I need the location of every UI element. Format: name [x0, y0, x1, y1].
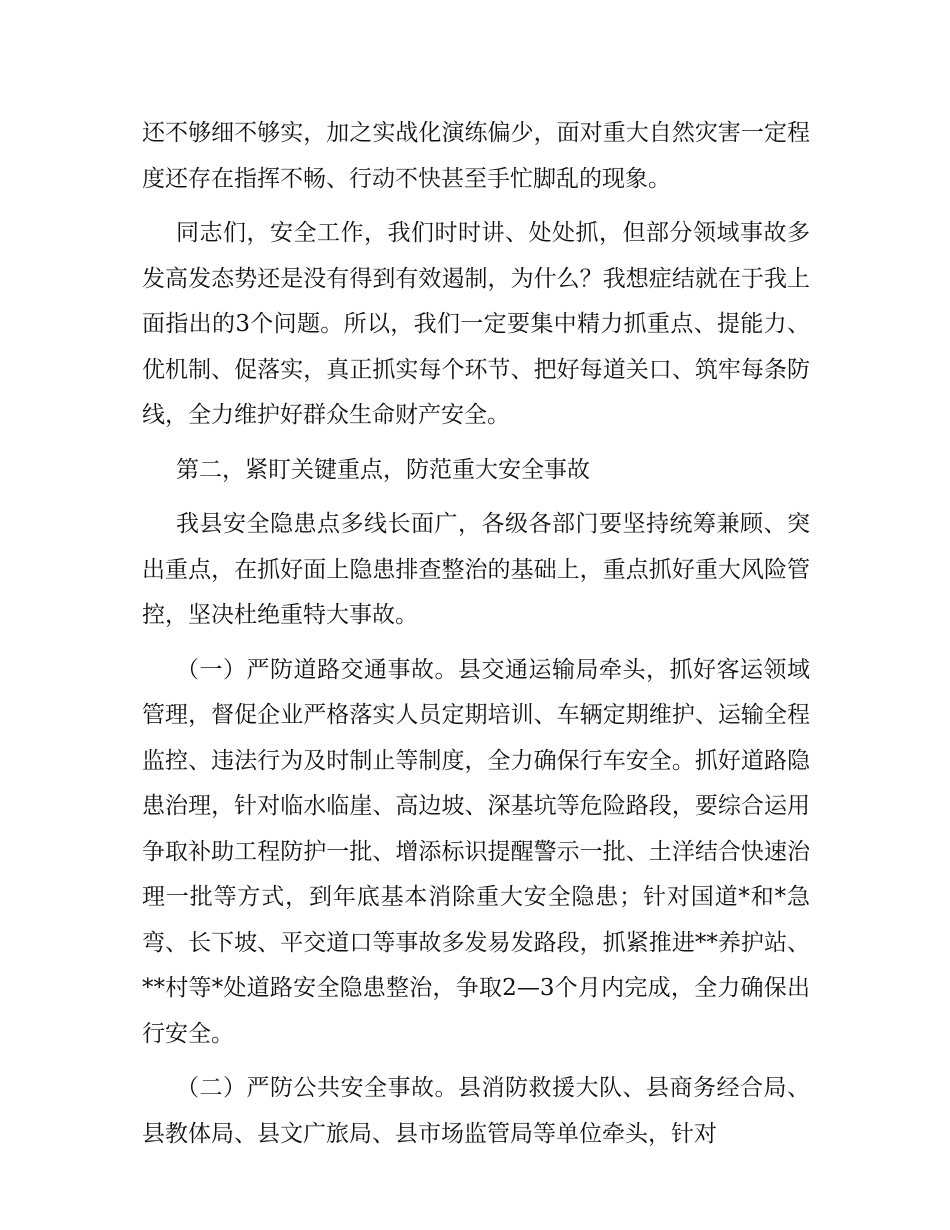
document-body: [142, 111, 810, 1166]
paragraph-overview: 我县安全隐患点多线长面广，各级各部门要坚持统筹兼顾、突出重点，在抓好面上隐患排查整治的基础上，重点抓好重大风险管控，坚决杜绝重特大事故。: [142, 511, 810, 628]
paragraph-road-traffic: （一）严防道路交通事故。县交通运输局牵头，抓好客运领域管理，督促企业严格落实人员定期培训、车辆定期维护、运输全程监控、违法行为及时制止等制度，全力确保行车安全。抓好道路隐患治理，针对临水临崖、高边坡、深基坑等危险路段，要综合运用争取补助工程防护一批、增添标识提醒警示一批、土洋结合快速治理一批等方式，到年底基本消除重大安全隐患；针对国道*和*急弯、长下坡、平交道口等事故多发易发路段，抓紧推进**养护站、**村等*处道路安全隐患整治，争取2—3个月内完成，全力确保出行安全。: [142, 656, 810, 1047]
paragraph-continuation: 还不够细不够实，加之实战化演练偏少，面对重大自然灾害一定程度还存在指挥不畅、行动不快甚至手忙脚乱的现象。: [142, 120, 810, 192]
section-heading: 第二，紧盯关键重点，防范重大安全事故: [176, 456, 590, 483]
paragraph-public-safety: （二）严防公共安全事故。县消防救援大队、县商务经合局、县教体局、县文广旅局、县市场监管局等单位牵头，针对: [142, 1075, 810, 1147]
paragraph-comrades: 同志们，安全工作，我们时时讲、处处抓，但部分领域事故多发高发态势还是没有得到有效遏制，为什么？我想症结就在于我上面指出的3个问题。所以，我们一定要集中精力抓重点、提能力、优机制、促落实，真正抓实每个环节、把好每道关口、筑牢每条防线，全力维护好群众生命财产安全。: [142, 220, 810, 428]
